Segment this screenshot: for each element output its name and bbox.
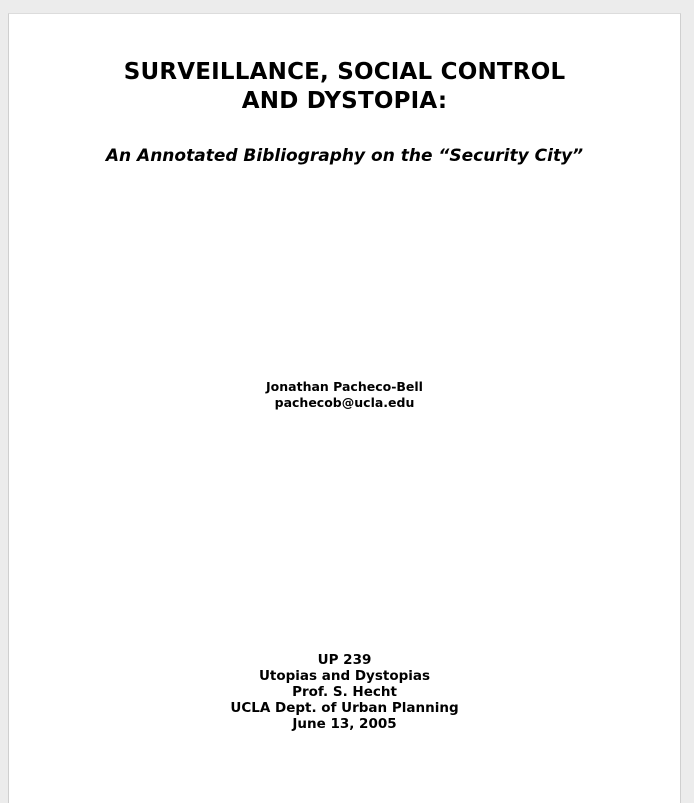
title-line-2: AND DYSTOPIA: <box>241 88 448 114</box>
course-department: UCLA Dept. of Urban Planning <box>230 700 459 716</box>
page-title <box>9 58 680 116</box>
author-email: pachecob@ucla.edu <box>274 395 415 410</box>
page-subtitle: An Annotated Bibliography on the “Security City” <box>105 146 584 166</box>
course-name: Utopias and Dystopias <box>258 668 431 684</box>
author-block <box>9 379 680 411</box>
course-date: June 13, 2005 <box>292 716 397 732</box>
title-line-1: SURVEILLANCE, SOCIAL CONTROL <box>123 59 566 85</box>
course-professor: Prof. S. Hecht <box>292 684 397 700</box>
document-page <box>8 13 681 803</box>
course-code: UP 239 <box>317 652 372 668</box>
course-block <box>9 652 680 732</box>
author-name: Jonathan Pacheco-Bell <box>266 379 423 394</box>
